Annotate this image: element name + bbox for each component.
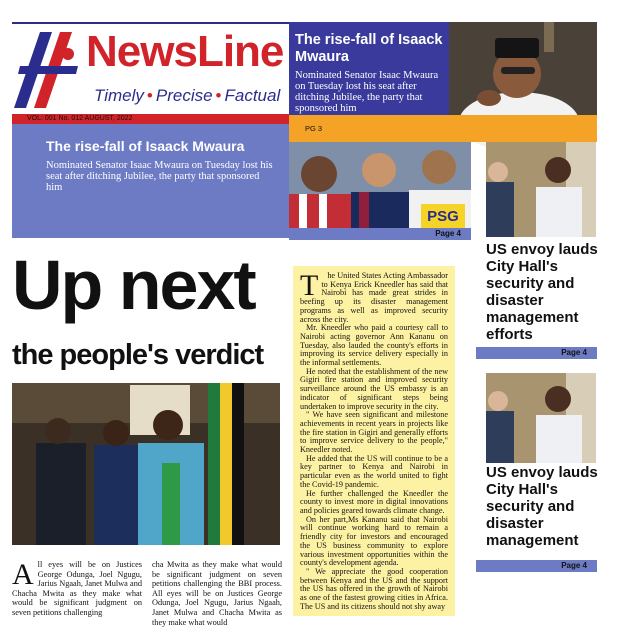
- senator-photo: [449, 22, 597, 115]
- article-body: [293, 266, 455, 616]
- lead-headline[interactable]: Up next: [12, 246, 255, 324]
- envoy-photo[interactable]: [486, 373, 596, 463]
- feature-headline: The rise-fall of Isaack Mwaura: [295, 32, 443, 65]
- newsline-logo-icon: [12, 26, 82, 110]
- lead-subheadline: the people's verdict: [12, 339, 264, 371]
- tagline-word: Factual: [224, 86, 281, 105]
- article-paragraph: " We have seen significant and milestone achievements in recent years in projects like the fire station in Gigiri and generally efforts to improve service delivery to the people," Kneedler noted.: [300, 410, 448, 455]
- top-feature[interactable]: [289, 22, 449, 115]
- page-ref-bar[interactable]: Page 4: [476, 347, 597, 359]
- tagline-word: Timely: [94, 86, 144, 105]
- orange-band: [289, 115, 597, 142]
- page-ref-bar[interactable]: Page 4: [476, 560, 597, 572]
- article-paragraph: He added that the US will continue to be a key partner to Kenya and Nairobi in particular even as the world united to fight the Covid-19 pandemic.: [300, 453, 448, 489]
- lead-body-text: ll eyes will be on Justices George Odunga, Joel Ngugu, Jarius Ngaah, Janet Mulwa and Chacha Mwita as they make what would be significant judgment on seven petitions challenging: [12, 560, 142, 617]
- page-ref: PG 3: [305, 124, 323, 133]
- senator-portrait-image: [449, 22, 597, 115]
- brand-name: NewsLine: [86, 27, 284, 76]
- envoy-photo[interactable]: [486, 142, 596, 237]
- page-ref-bar[interactable]: Page 4: [289, 228, 471, 240]
- issue-info: VOL: 001 No. 012 AUGUST, 2022: [12, 114, 289, 124]
- lead-photo: [12, 383, 280, 545]
- story-headline[interactable]: US envoy lauds City Hall's security and disaster management: [486, 464, 598, 549]
- tagline-dot: •: [215, 86, 222, 105]
- article-paragraph: On her part,Ms Kananu said that Nairobi will continue working hard to remain a friendly city for investors and encouraged the US business community to explore various investment opportunities within the county's development agenda.: [300, 514, 448, 568]
- envoy-meeting-image: [486, 142, 596, 237]
- tagline-word: Precise: [155, 86, 213, 105]
- article-paragraph: " We appreciate the good cooperation between Kenya and the US and the support the US has offered in the growth of Nairobi as one of the fastest growing cities in Africa. The US and its citizens should not shy away: [300, 566, 448, 611]
- envoy-meeting-image: [486, 373, 596, 463]
- article-paragraph: He noted that the establishment of the new Gigiri fire station and improved security surveillance around the US embassy is an indicator of significant steps being undertaken to improve security in the city.: [300, 366, 448, 411]
- tagline: [94, 86, 280, 106]
- lead-body-column: [12, 560, 142, 618]
- story-headline[interactable]: US envoy lauds City Hall's security and disaster management efforts: [486, 241, 598, 343]
- article-paragraph: Mr. Kneedler who paid a courtesy call to Nairobi acting governor Ann Kananu on Tuesday, also lauded the county's efforts in improving its service delivery especially in the informal settlements.: [300, 323, 448, 368]
- teaser-summary: Nominated Senator Isaac Mwaura on Tuesday lost his seat after ditching Jubilee, the party that sponsored him: [46, 160, 273, 193]
- lead-dropcap: A: [12, 558, 34, 591]
- article-paragraph: he United States Acting Ambassador to Kenya Erick Kneedler has said that Nairobi has made great strides in beefing up its disaster management programs as well as improved security across the city.: [300, 271, 448, 324]
- lead-body-column: cha Mwita as they make what would be significant judgment on seven petitions challenging the BBI process. All eyes will be on Justices George Odunga, Joel Ngugu, Jarius Ngaah, Janet Mulwa and Chacha Mwita as they make what would: [152, 560, 282, 627]
- tagline-dot: •: [146, 86, 153, 105]
- article-paragraph: He further challenged the Kneedler the county to invest more in digital innovations and policies geared towards climate change.: [300, 488, 448, 515]
- feature-summary: Nominated Senator Isaac Mwaura on Tuesday lost his seat after ditching Jubilee, the party that sponsored him: [295, 70, 439, 114]
- psg-badge: PSG: [421, 204, 465, 230]
- article-dropcap: T: [300, 269, 319, 302]
- teaser-headline: The rise-fall of Isaack Mwaura: [46, 138, 245, 154]
- left-teaser[interactable]: [12, 124, 289, 238]
- judges-meeting-image: [12, 383, 280, 545]
